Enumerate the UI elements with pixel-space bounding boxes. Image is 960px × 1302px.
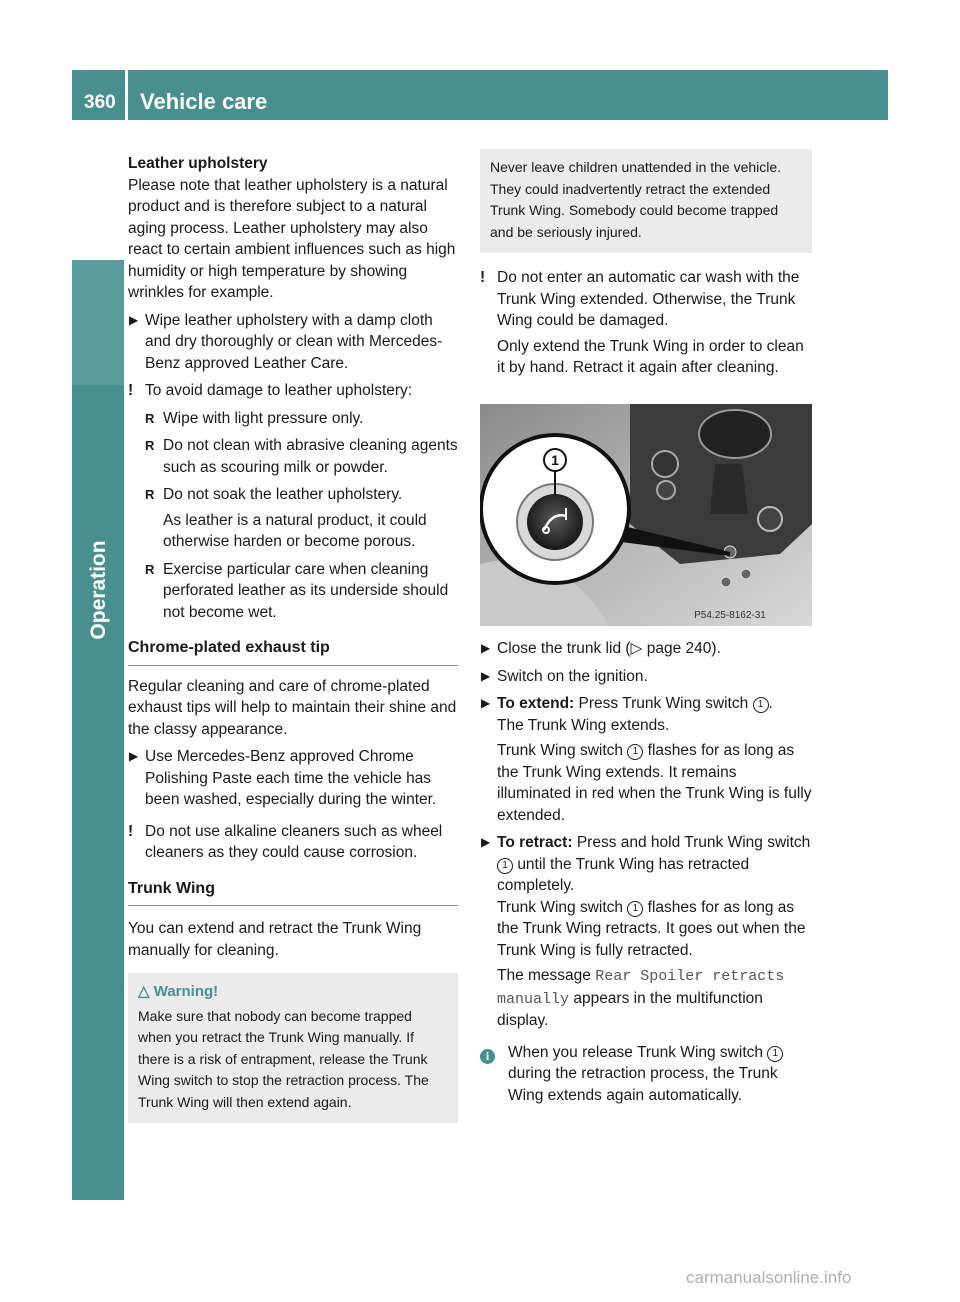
watermark: carmanualsonline.info: [686, 1268, 852, 1287]
photo-code: P54.25-8162-31: [694, 610, 766, 621]
display-message: Rear Spoiler retracts manually: [497, 968, 785, 1008]
caution-icon: !: [128, 382, 134, 399]
warning-text: Make sure that nobody can become trapped when you retract the Trunk Wing manually. If there is a risk of entrapment, release the Trunk Wing switch to stop the retraction process. The Trunk Wing will then extend again.: [138, 1007, 429, 1110]
step-arrow-icon: ▶: [481, 835, 491, 849]
callout-1-icon: 1: [627, 901, 643, 917]
caution-icon: !: [128, 822, 134, 840]
chrome-note: ! Do not use alkaline cleaners such as wheel cleaners as they could cause corrosion.: [128, 822, 443, 861]
info-note: i When you release Trunk Wing switch 1 during the retraction process, the Trunk Wing extends again automatically.: [480, 1042, 812, 1107]
step-arrow-icon: ▶: [481, 641, 491, 655]
page-number: 360: [84, 92, 116, 113]
chrome-step: ▶ Use Mercedes-Benz approved Chrome Polishing Paste each time the vehicle has been washed, especially during the winter.: [129, 748, 437, 808]
photo-callout: 1: [551, 452, 559, 468]
header-divider: [125, 70, 128, 120]
step-extend: ▶ To extend: Press Trunk Wing switch 1 . The Trunk Wing extends. Trunk Wing switch 1 flashes for as long as the Trunk Wing extends. It remains illuminated in red when the Trunk Wing is fully extended.: [481, 695, 812, 824]
step-arrow-icon: ▶: [481, 696, 491, 710]
warning-text-continued: Never leave children unattended in the vehicle. They could inadvertently retract the extended Trunk Wing. Somebody could become trapped and be seriously injured.: [490, 159, 782, 240]
list-item: R Exercise particular care when cleaning perforated leather as its underside should not become wet.: [145, 560, 449, 621]
info-icon: i: [480, 1049, 495, 1064]
chrome-intro: Regular cleaning and care of chrome-plated exhaust tips will help to maintain their shine and the classy appearance.: [128, 677, 457, 738]
leather-intro: Please note that leather upholstery is a natural product and is therefore subject to a natural aging process. Leather upholstery may also react to certain ambient influences such as high humidity or high temperature by showing wrinkles for example.: [128, 176, 456, 301]
warning-box-continued: [480, 149, 812, 253]
step-close-trunk: ▶ Close the trunk lid (▷ page 240).: [480, 638, 812, 660]
list-item: R Do not soak the leather upholstery. As leather is a natural product, it could otherwise harden or become porous.: [145, 484, 458, 553]
leather-step: ▶ Wipe leather upholstery with a damp cloth and dry thoroughly or clean with Mercedes-Benz approved Leather Care.: [129, 311, 443, 372]
caution-icon: !: [480, 269, 486, 286]
step-arrow-icon: ▶: [129, 749, 139, 763]
right-column: [480, 149, 812, 379]
leather-note: ! To avoid damage to leather upholstery:: [128, 380, 458, 402]
warning-box: [128, 973, 458, 1123]
chrome-heading: Chrome-plated exhaust tip: [128, 637, 458, 666]
list-item: R Do not clean with abrasive cleaning agents such as scouring milk or powder.: [145, 437, 458, 476]
leather-heading: Leather upholstery: [128, 155, 268, 172]
section-title: Vehicle care: [140, 89, 268, 114]
callout-1-icon: 1: [497, 858, 513, 874]
list-item-sub: As leather is a natural product, it could otherwise harden or become porous.: [163, 511, 427, 550]
callout-1-icon: 1: [767, 1046, 783, 1062]
list-item: R Wipe with light pressure only.: [145, 409, 364, 427]
trunk-heading: Trunk Wing: [128, 878, 458, 907]
step-ignition: ▶ Switch on the ignition.: [480, 666, 812, 688]
step-arrow-icon: ▶: [481, 668, 491, 683]
warning-heading: △ Warning!: [138, 983, 219, 1000]
side-tab-marker: [72, 260, 124, 385]
procedure: [480, 638, 812, 1106]
trunk-wing-switch-photo: [480, 404, 812, 626]
side-tab: [72, 260, 124, 1200]
trunk-intro: You can extend and retract the Trunk Wing manually for cleaning.: [128, 920, 422, 959]
callout-1-icon: 1: [627, 744, 643, 760]
carwash-note: ! Do not enter an automatic car wash with the Trunk Wing extended. Otherwise, the Trunk Wing could be damaged. Only extend the Trunk Wing in order to clean it by hand. Retract it again after cleaning.: [480, 269, 804, 376]
left-column: [128, 153, 458, 1123]
step-retract: ▶ To retract: Press and hold Trunk Wing switch 1 until the Trunk Wing has retracted completely. Trunk Wing switch 1 flashes for as long as the Trunk Wing retracts. It goes out when the Trunk Wing is fully retracted. The message Rear Spoiler retracts manually appears in the multifunction display.: [481, 834, 811, 1029]
side-tab-label: Operation: [87, 540, 110, 640]
step-arrow-icon: ▶: [129, 312, 139, 327]
warning-triangle-icon: △: [138, 983, 150, 1000]
callout-1-icon: 1: [753, 697, 769, 713]
